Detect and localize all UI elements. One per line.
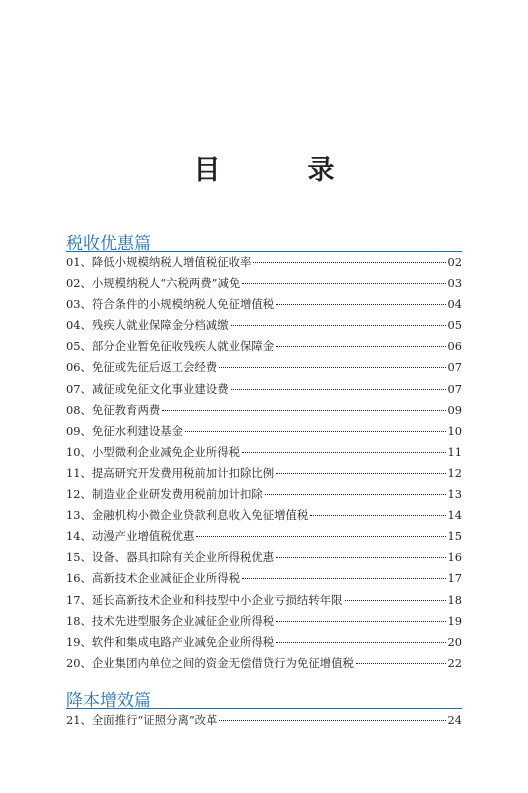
toc-entry-title: 减征或免征文化事业建设费 [91,381,229,396]
toc-entry-page-number: 15 [447,529,462,544]
dot-leader [276,473,445,474]
toc-entry-page-number: 20 [447,634,462,649]
toc-entry-number: 11、 [66,465,92,480]
toc-entry-page-number: 14 [447,508,462,523]
toc-entry-number: 02、 [66,276,92,291]
toc-entry-page-number: 17 [447,571,462,586]
toc-entry-page-number: 12 [447,465,462,480]
toc-entry-number: 20、 [66,655,92,670]
toc-entry[interactable] [66,590,462,611]
toc-entry-number: 08、 [66,402,92,417]
dot-leader [231,325,446,326]
toc-entry-title: 残疾人就业保障金分档减缴 [91,318,229,333]
toc-entry-title: 全面推行“证照分离”改革 [91,713,218,727]
dot-leader [196,536,445,537]
dot-leader [253,262,445,263]
toc-entry[interactable] [66,568,462,589]
toc-entry-title: 制造业企业研发费用税前加计扣除 [91,487,263,502]
toc-entry-page-number: 07 [447,360,462,375]
dot-leader [242,283,445,284]
toc-entry-title: 小型微利企业减免企业所得税 [91,444,240,459]
toc-entry-title: 免征教育两费 [91,402,161,417]
dot-leader [356,663,446,664]
toc-entry-page-number: 19 [447,613,462,628]
toc-entry[interactable] [66,547,462,568]
toc-entry-page-number: 07 [447,381,462,396]
toc-entry-page-number: 03 [447,276,462,291]
toc-entry-page-number: 11 [447,444,462,459]
dot-leader [276,557,445,558]
toc-entry[interactable] [66,421,462,442]
toc-entry[interactable] [66,273,462,294]
toc-entry-page-number: 06 [447,339,462,354]
toc-entry-title: 金融机构小微企业贷款利息收入免征增值税 [91,508,309,523]
toc-entry-number: 19、 [66,634,92,649]
dot-leader [231,389,446,390]
dot-leader [219,720,445,721]
toc-entry-number: 07、 [66,381,92,396]
toc-entry-number: 06、 [66,360,92,375]
toc-entry[interactable] [66,315,462,336]
toc-entry-title: 符合条件的小规模纳税人免征增值税 [91,297,275,312]
toc-entry-title: 高新技术企业减征企业所得税 [91,571,240,586]
toc-list-tax-incentives [66,252,462,674]
toc-entry[interactable] [66,294,462,315]
toc-entry-page-number: 13 [447,487,462,502]
toc-entry-title: 免征水利建设基金 [91,423,184,438]
toc-entry[interactable] [66,505,462,526]
toc-entry-page-number: 09 [447,402,462,417]
dot-leader [162,410,445,411]
dot-leader [310,515,445,516]
toc-entry-title: 设备、器具扣除有关企业所得税优惠 [91,550,275,565]
dot-leader [265,494,446,495]
toc-entry[interactable] [66,400,462,421]
section-heading-cost-reduction: 降本增效篇 [66,691,151,711]
toc-entry-number: 01、 [66,255,92,269]
toc-entry-title: 延长高新技术企业和科技型中小企业亏损结转年限 [91,592,343,607]
section-heading-tax-incentives: 税收优惠篇 [66,234,151,254]
toc-entry-number: 17、 [66,592,92,607]
toc-entry-number: 03、 [66,297,92,312]
toc-entry-title: 软件和集成电路产业减免企业所得税 [91,634,275,649]
dot-leader [276,621,445,622]
toc-entry-number: 21、 [66,713,92,727]
toc-entry-number: 10、 [66,444,92,459]
toc-entry-page-number: 04 [447,297,462,312]
toc-entry-page-number: 05 [447,318,462,333]
toc-entry[interactable] [66,442,462,463]
toc-entry-page-number: 24 [447,713,462,727]
toc-entry-number: 04、 [66,318,92,333]
toc-entry[interactable] [66,526,462,547]
toc-entry-page-number: 16 [447,550,462,565]
toc-list-cost-reduction [66,710,462,731]
toc-entry[interactable] [66,611,462,632]
toc-entry-title: 提高研究开发费用税前加计扣除比例 [91,465,275,480]
toc-entry-title: 免征或先征后返工会经费 [91,360,218,375]
dot-leader [219,367,445,368]
toc-entry[interactable] [66,357,462,378]
toc-entry-page-number: 02 [447,255,462,269]
toc-entry[interactable] [66,484,462,505]
toc-entry-number: 09、 [66,423,92,438]
toc-entry-number: 16、 [66,571,92,586]
toc-entry-page-number: 18 [447,592,462,607]
dot-leader [242,452,446,453]
toc-entry[interactable] [66,379,462,400]
toc-entry-title: 部分企业暂免征收残疾人就业保障金 [91,339,275,354]
dot-leader [276,642,445,643]
toc-entry[interactable] [66,653,462,674]
toc-entry-number: 13、 [66,508,92,523]
toc-entry[interactable] [66,463,462,484]
section-divider [66,708,462,709]
toc-entry-title: 技术先进型服务企业减征企业所得税 [91,613,275,628]
toc-entry[interactable] [66,710,462,731]
toc-entry-title: 降低小规模纳税人增值税征收率 [91,255,252,269]
toc-entry[interactable] [66,336,462,357]
toc-entry-number: 14、 [66,529,92,544]
toc-entry-title: 动漫产业增值税优惠 [91,529,195,544]
dot-leader [276,346,445,347]
page-title: 目 录 [193,155,365,186]
toc-entry-number: 15、 [66,550,92,565]
dot-leader [276,304,445,305]
dot-leader [242,578,446,579]
toc-entry-number: 18、 [66,613,92,628]
toc-entry-title: 小规模纳税人“六税两费”减免 [91,276,241,291]
dot-leader [345,600,446,601]
toc-entry[interactable] [66,632,462,653]
toc-entry[interactable] [66,252,462,273]
toc-entry-number: 12、 [66,487,92,502]
toc-entry-page-number: 10 [447,423,462,438]
dot-leader [185,431,445,432]
toc-entry-title: 企业集团内单位之间的资金无偿借贷行为免征增值税 [91,655,354,670]
toc-entry-number: 05、 [66,339,92,354]
toc-entry-page-number: 22 [447,655,462,670]
